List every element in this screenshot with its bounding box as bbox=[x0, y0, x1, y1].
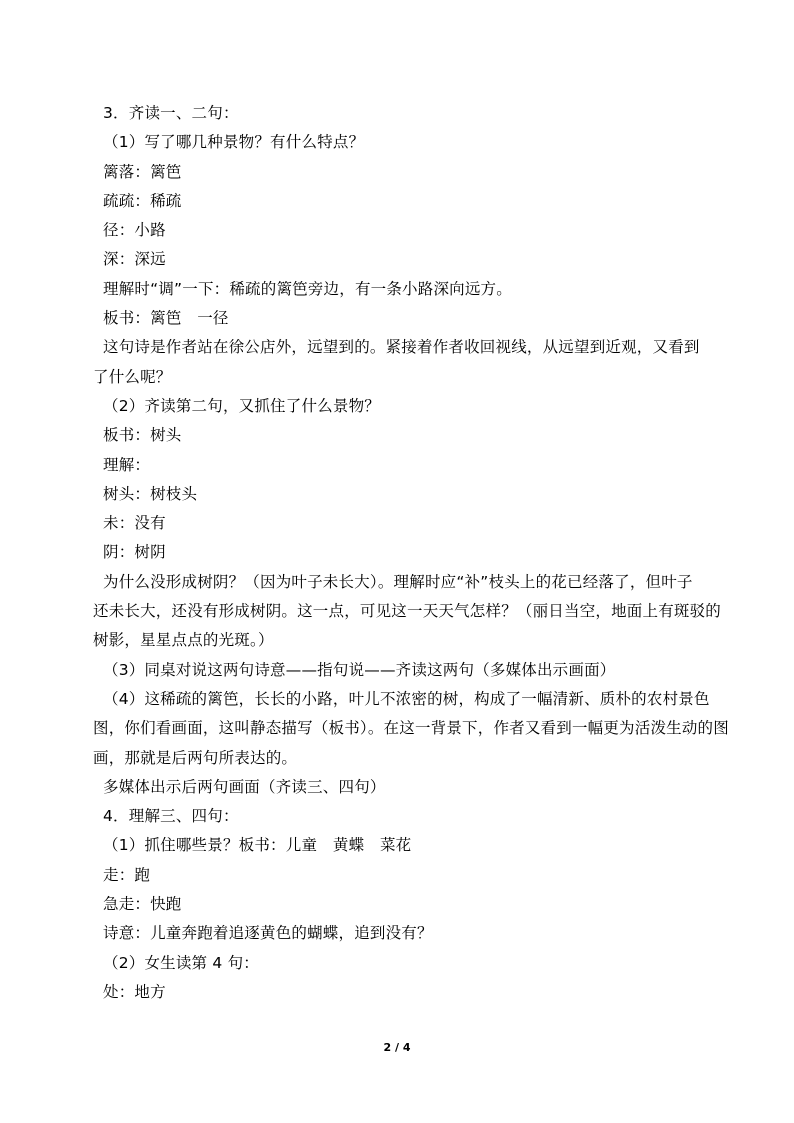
definition-line: 未：没有 bbox=[103, 514, 166, 533]
paragraph bbox=[93, 685, 729, 773]
question-1: （1）写了哪几种景物？有什么特点？ bbox=[103, 133, 365, 152]
paragraph-line: 这句诗是作者站在徐公店外，远望到的。紧接着作者收回视线，从远望到近观，又看到 bbox=[103, 338, 700, 357]
paragraph-line: （4）这稀疏的篱笆，长长的小路，叶儿不浓密的树，构成了一幅清新、质朴的农村景色 bbox=[103, 689, 710, 708]
page-number: 2 / 4 bbox=[383, 1041, 411, 1054]
paragraph-line: 图，你们看画面，这叫静态描写（板书）。在这一背景下，作者又看到一幅更为活泼生动的图 bbox=[93, 719, 729, 738]
board-notes: 板书：篱笆 一径 bbox=[103, 309, 229, 328]
definition-line: 走：跑 bbox=[103, 865, 151, 884]
question-2: （2）齐读第二句，又抓住了什么景物？ bbox=[103, 396, 380, 415]
definition-line: 篱落：篱笆 bbox=[103, 162, 182, 181]
paragraph-line: 为什么没形成树阴？（因为叶子未长大）。理解时应“补”枝头上的花已经落了，但叶子 bbox=[103, 572, 693, 591]
paragraph bbox=[93, 333, 703, 392]
page-body bbox=[93, 99, 729, 1007]
definition-line: 深：深远 bbox=[103, 250, 166, 269]
question-3: （3）同桌对说这两句诗意——指句说——齐读这两句（多媒体出示画面） bbox=[103, 660, 616, 679]
explanation-line: 理解时“调”一下：稀疏的篱笆旁边，有一条小路深向远方。 bbox=[103, 279, 512, 298]
paragraph-line: 画，那就是后两句所表达的。 bbox=[93, 748, 298, 767]
board-notes: 板书：树头 bbox=[103, 426, 182, 445]
definition-line: 急走：快跑 bbox=[103, 895, 182, 914]
paragraph bbox=[93, 568, 722, 656]
definition-line: 疏疏：稀疏 bbox=[103, 191, 182, 210]
paragraph-line: 树影，星星点点的光斑。） bbox=[93, 631, 274, 650]
paragraph-line: 还未长大，还没有形成树阴。这一点，可见这一天天气怎样？（丽日当空，地面上有斑驳的 bbox=[93, 602, 722, 621]
question-2: （2）女生读第 4 句： bbox=[103, 953, 259, 972]
question-1: （1）抓住哪些景？板书：儿童 黄蝶 菜花 bbox=[103, 836, 412, 855]
paragraph-line: 了什么呢？ bbox=[93, 367, 172, 386]
definition-line: 阴：树阴 bbox=[103, 543, 166, 562]
multimedia-note: 多媒体出示后两句画面（齐读三、四句） bbox=[103, 777, 386, 796]
poem-meaning: 诗意：儿童奔跑着追逐黄色的蝴蝶，追到没有？ bbox=[103, 924, 433, 943]
definition-line: 处：地方 bbox=[103, 982, 166, 1001]
section-heading-4: 4．理解三、四句： bbox=[103, 807, 239, 826]
section-heading-3: 3．齐读一、二句： bbox=[103, 104, 239, 122]
definition-line: 树头：树枝头 bbox=[103, 484, 198, 503]
definition-line: 径：小路 bbox=[103, 221, 166, 240]
understanding-label: 理解： bbox=[103, 455, 151, 474]
